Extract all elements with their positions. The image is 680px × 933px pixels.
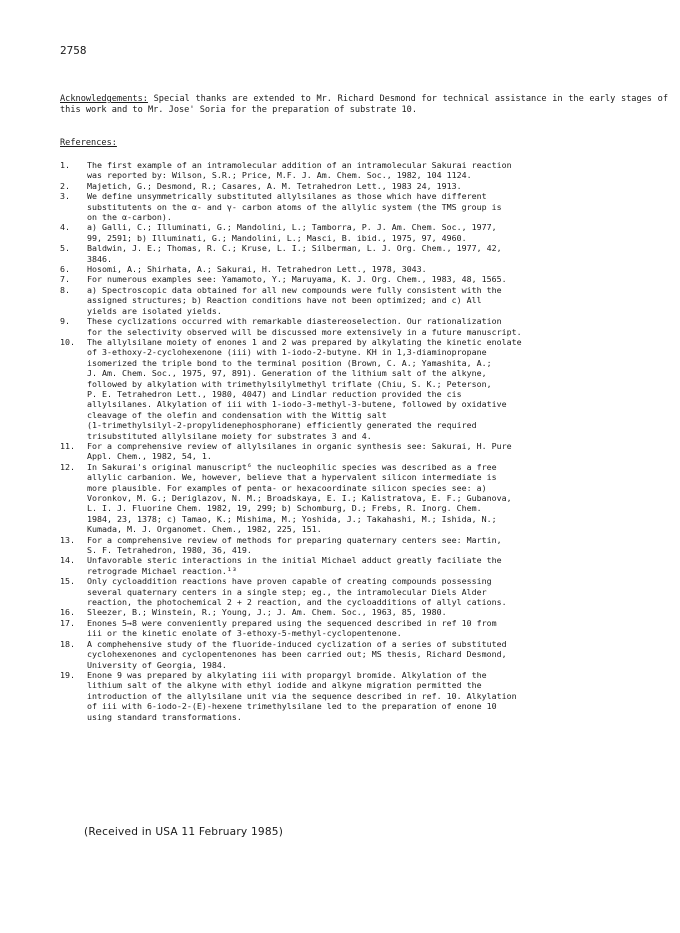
reference-item xyxy=(60,607,668,617)
reference-number: 18. xyxy=(60,638,75,649)
acknowledgements-paragraph xyxy=(60,94,668,115)
reference-text: Unfavorable steric interactions in the initial Michael adduct greatly faciliate the retrograde Michael reaction.¹³ xyxy=(87,555,502,576)
page-number: 2758 xyxy=(60,44,87,57)
acknowledgements-text: Special thanks are extended to Mr. Richard Desmond for technical assistance in the early stages of this work and to Mr. Jose' Soria for the preparation of substrate 10. xyxy=(60,94,668,115)
reference-item xyxy=(60,274,668,284)
reference-text: a) Galli, C.; Illuminati, G.; Mandolini, L.; Tamborra, P. J. Am. Chem. Soc., 1977, 99, 2591; b) Illuminati, G.; Mandolini, L.; Masci, B. ibid., 1975, 97, 4960. xyxy=(87,222,497,243)
reference-number: 6. xyxy=(60,264,70,275)
references-list xyxy=(60,160,668,722)
reference-number: 8. xyxy=(60,284,70,295)
reference-item xyxy=(60,462,668,535)
reference-item xyxy=(60,337,668,441)
reference-item xyxy=(60,285,668,316)
reference-number: 17. xyxy=(60,617,75,628)
reference-item xyxy=(60,160,668,181)
reference-number: 19. xyxy=(60,669,75,680)
reference-number: 15. xyxy=(60,576,75,587)
reference-text: Enone 9 was prepared by alkylating iii with propargyl bromide. Alkylation of the lithium salt of the alkyne with ethyl iodide and alkyne migration permitted the introduction of the allylsilane unit via the sequence described in ref. 10. Alkylation of iii with 6-iodo-2-(E)-hexene trimethylsilane led to the preparation of enone 10 using standard transformations. xyxy=(87,669,517,722)
reference-item xyxy=(60,618,668,639)
reference-text: Majetich, G.; Desmond, R.; Casares, A. M. Tetrahedron Lett., 1983 24, 1913. xyxy=(87,180,462,191)
reference-text: These cyclizations occurred with remarkable diastereoselection. Our rationalization for the selectivity observed will be discussed more extensively in a future manuscript. xyxy=(87,316,522,337)
reference-text: We define unsymmetrically substituted allylsilanes as those which have different substitutents on the α- and γ- carbon atoms of the allylic system (the TMS group is on the α-carbon). xyxy=(87,191,502,223)
reference-number: 4. xyxy=(60,222,70,233)
reference-text: Sleezer, B.; Winstein, R.; Young, J.; J. Am. Chem. Soc., 1963, 85, 1980. xyxy=(87,607,447,618)
reference-text: Hosomi, A.; Shirhata, A.; Sakurai, H. Tetrahedron Lett., 1978, 3043. xyxy=(87,264,427,275)
reference-item xyxy=(60,639,668,670)
reference-item xyxy=(60,670,668,722)
acknowledgements-label: Acknowledgements: xyxy=(60,94,148,104)
reference-number: 11. xyxy=(60,440,75,451)
reference-number: 3. xyxy=(60,191,70,202)
reference-item xyxy=(60,222,668,243)
received-date: (Received in USA 11 February 1985) xyxy=(84,826,284,838)
reference-text: For a comprehensive review of methods for preparing quaternary centers see: Martin, S. F. Tetrahedron, 1980, 36, 419. xyxy=(87,534,502,556)
reference-text: Enones 5→8 were conveniently prepared using the sequenced described in ref 10 from iii or the kinetic enolate of 3-ethoxy-5-methyl-cyclopentenone. xyxy=(87,617,497,639)
reference-number: 10. xyxy=(60,336,75,347)
reference-text: For numerous examples see: Yamamoto, Y.; Maruyama, K. J. Org. Chem., 1983, 48, 1565. xyxy=(87,274,507,285)
reference-number: 5. xyxy=(60,243,70,254)
reference-text: Only cycloaddition reactions have proven capable of creating compounds possessing several quaternary centers in a single step; eg., the intramolecular Diels Alder reaction, the photochemical 2 + 2 reaction, and the cycloadditions of allyl cations. xyxy=(87,576,507,608)
reference-number: 16. xyxy=(60,607,75,618)
reference-item xyxy=(60,535,668,556)
reference-item xyxy=(60,555,668,576)
reference-text: Baldwin, J. E.; Thomas, R. C.; Kruse, L. I.; Silberman, L. J. Org. Chem., 1977, 42, 3846. xyxy=(87,243,502,264)
reference-item xyxy=(60,316,668,337)
reference-text: The allylsilane moiety of enones 1 and 2 was prepared by alkylating the kinetic enolate of 3-ethoxy-2-cyclohexenone (iii) with 1-iodo-2-butyne. KH in 1,3-diaminopropane isomerized the triple bond to the terminal position (Brown, C. A.; Yamashita, A.; J. Am. Chem. Soc., 1975, 97, 891). Generation of the lithium salt of the alkyne, followed by alkylation with trimethylsilylmethyl triflate (Chiu, S. K.; Peterson, P. E. Tetrahedron Lett., 1980, 4047) and Lindlar reduction provided the cis allylsilanes. Alkylation of iii with 1-iodo-3-methyl-3-butene, followed by oxidative cleavage of the olefin and condensation with the Wittig salt (1-trimethylsilyl-2-propylidenephosphorane) efficiently generated the required trisubstituted allylsilane moiety for substrates 3 and 4. xyxy=(87,336,522,441)
reference-number: 13. xyxy=(60,534,75,545)
reference-text: In Sakurai's original manuscript⁶ the nucleophilic species was described as a free allylic carbanion. We, however, believe that a hypervalent silicon intermediate is more plausible. For examples of penta- or hexacoordinate silicon species see: a) Voronkov, M. G.; Deriglazov, N. M.; Broadskaya, E. I.; Kalistratova, E. F.; Gubanova, L. I. J. Fluorine Chem. 1982, 19, 299; b) Schomburg, D.; Frebs, R. Inorg. Chem. 1984, 23, 1378; c) Tamao, K.; Mishima, M.; Yoshida, J.; Takahashi, M.; Ishida, N.; Kumada, M. J. Organomet. Chem., 1982, 225, 151. xyxy=(87,461,512,535)
reference-item xyxy=(60,264,668,274)
reference-item xyxy=(60,191,668,222)
reference-text: A comphehensive study of the fluoride-induced cyclization of a series of substituted cyclohexenones and cyclopentenones has been carried out; MS thesis, Richard Desmond, University of Georgia, 1984. xyxy=(87,638,507,670)
references-heading: References: xyxy=(60,138,117,148)
reference-text: The first example of an intramolecular addition of an intramolecular Sakurai reaction was reported by: Wilson, S.R.; Price, M.F. J. Am. Chem. Soc., 1982, 104 1124. xyxy=(87,160,512,181)
reference-item xyxy=(60,181,668,191)
reference-number: 1. xyxy=(60,160,70,170)
reference-item xyxy=(60,243,668,264)
reference-item xyxy=(60,576,668,607)
reference-text: For a comprehensive review of allylsilanes in organic synthesis see: Sakurai, H. Pure Appl. Chem., 1982, 54, 1. xyxy=(87,440,512,462)
reference-number: 7. xyxy=(60,274,70,285)
reference-number: 9. xyxy=(60,316,70,327)
reference-number: 2. xyxy=(60,180,70,191)
reference-number: 14. xyxy=(60,555,75,566)
reference-text: a) Spectroscopic data obtained for all new compounds were fully consistent with the assigned structures; b) Reaction conditions have not been optimized; and c) All yields are isolated yields. xyxy=(87,284,502,316)
reference-item xyxy=(60,441,668,462)
reference-number: 12. xyxy=(60,461,75,472)
